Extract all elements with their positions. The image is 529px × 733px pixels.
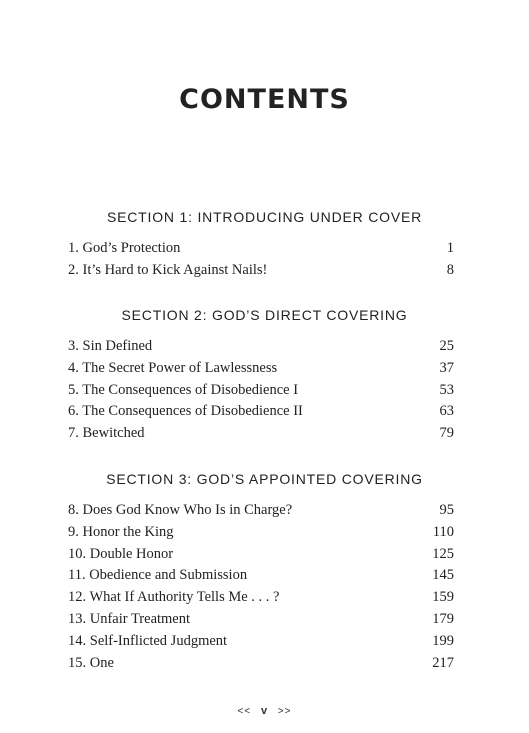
toc-entry-title: 9. Honor the King	[68, 523, 174, 540]
toc-entry-page: 37	[439, 359, 454, 376]
toc-entry-page: 199	[432, 632, 454, 649]
toc-entry-title: 11. Obedience and Submission	[68, 567, 248, 584]
toc-entry[interactable]	[68, 524, 454, 546]
toc-entry[interactable]	[68, 382, 454, 404]
toc-entry[interactable]	[68, 425, 454, 447]
toc-entry[interactable]	[68, 633, 454, 655]
toc-entry-page: 79	[439, 425, 454, 442]
section-heading-3: SECTION 3: GOD’S APPOINTED COVERING	[106, 471, 423, 487]
toc-entry-title: 5. The Consequences of Disobedience I	[68, 381, 299, 398]
toc-entry-title: 4. The Secret Power of Lawlessness	[68, 359, 278, 376]
toc-entry-title: 7. Bewitched	[68, 425, 145, 442]
toc-entry-page: 95	[439, 502, 454, 518]
toc-entry-title: 3. Sin Defined	[68, 338, 153, 354]
toc-entry-title: 13. Unfair Treatment	[68, 610, 191, 627]
page-footer	[0, 705, 529, 717]
toc-entry-page: 53	[439, 381, 454, 398]
toc-entry-title: 10. Double Honor	[68, 545, 174, 562]
toc-entry-page: 145	[432, 567, 454, 584]
toc-entry-title: 8. Does God Know Who Is in Charge?	[68, 502, 293, 518]
toc-entry-page: 110	[432, 523, 454, 540]
toc-entry[interactable]	[68, 546, 454, 568]
toc-list-section-3	[68, 502, 454, 676]
section-heading-1: SECTION 1: INTRODUCING UNDER COVER	[107, 209, 422, 225]
toc-entry-title: 12. What If Authority Tells Me . . . ?	[68, 589, 280, 606]
toc-entry[interactable]	[68, 403, 454, 425]
toc-entry[interactable]	[68, 360, 454, 382]
toc-entry-title: 14. Self-Inflicted Judgment	[68, 632, 228, 649]
toc-entry-title: 15. One	[68, 654, 114, 671]
toc-entry[interactable]	[68, 655, 454, 677]
section-heading-2: SECTION 2: GOD’S DIRECT COVERING	[121, 307, 408, 323]
toc-entry[interactable]	[68, 338, 454, 360]
page-title: CONTENTS	[179, 84, 350, 115]
toc-entry-page: 179	[432, 610, 454, 627]
toc-entry-page: 217	[432, 654, 454, 671]
toc-entry[interactable]	[68, 589, 454, 611]
toc-entry-title: 1. God’s Protection	[68, 240, 181, 256]
toc-entry-page: 1	[446, 240, 454, 256]
next-page-link[interactable]: >>	[277, 706, 292, 717]
toc-entry[interactable]	[68, 611, 454, 633]
toc-entry-title: 6. The Consequences of Disobedience II	[68, 403, 303, 420]
prev-page-link[interactable]: <<	[237, 706, 252, 717]
toc-entry[interactable]	[68, 502, 454, 524]
toc-entry[interactable]	[68, 240, 454, 262]
page-number: v	[260, 705, 269, 717]
toc-entry-page: 8	[446, 261, 454, 278]
toc-entry-page: 25	[439, 338, 454, 354]
toc-list-section-2	[68, 338, 454, 447]
toc-entry-page: 159	[432, 589, 454, 606]
toc-entry[interactable]	[68, 262, 454, 284]
toc-entry-title: 2. It’s Hard to Kick Against Nails!	[68, 261, 268, 278]
toc-list-section-1	[68, 240, 454, 284]
toc-entry-page: 63	[439, 403, 454, 420]
toc-entry-page: 125	[432, 545, 454, 562]
toc-entry[interactable]	[68, 567, 454, 589]
